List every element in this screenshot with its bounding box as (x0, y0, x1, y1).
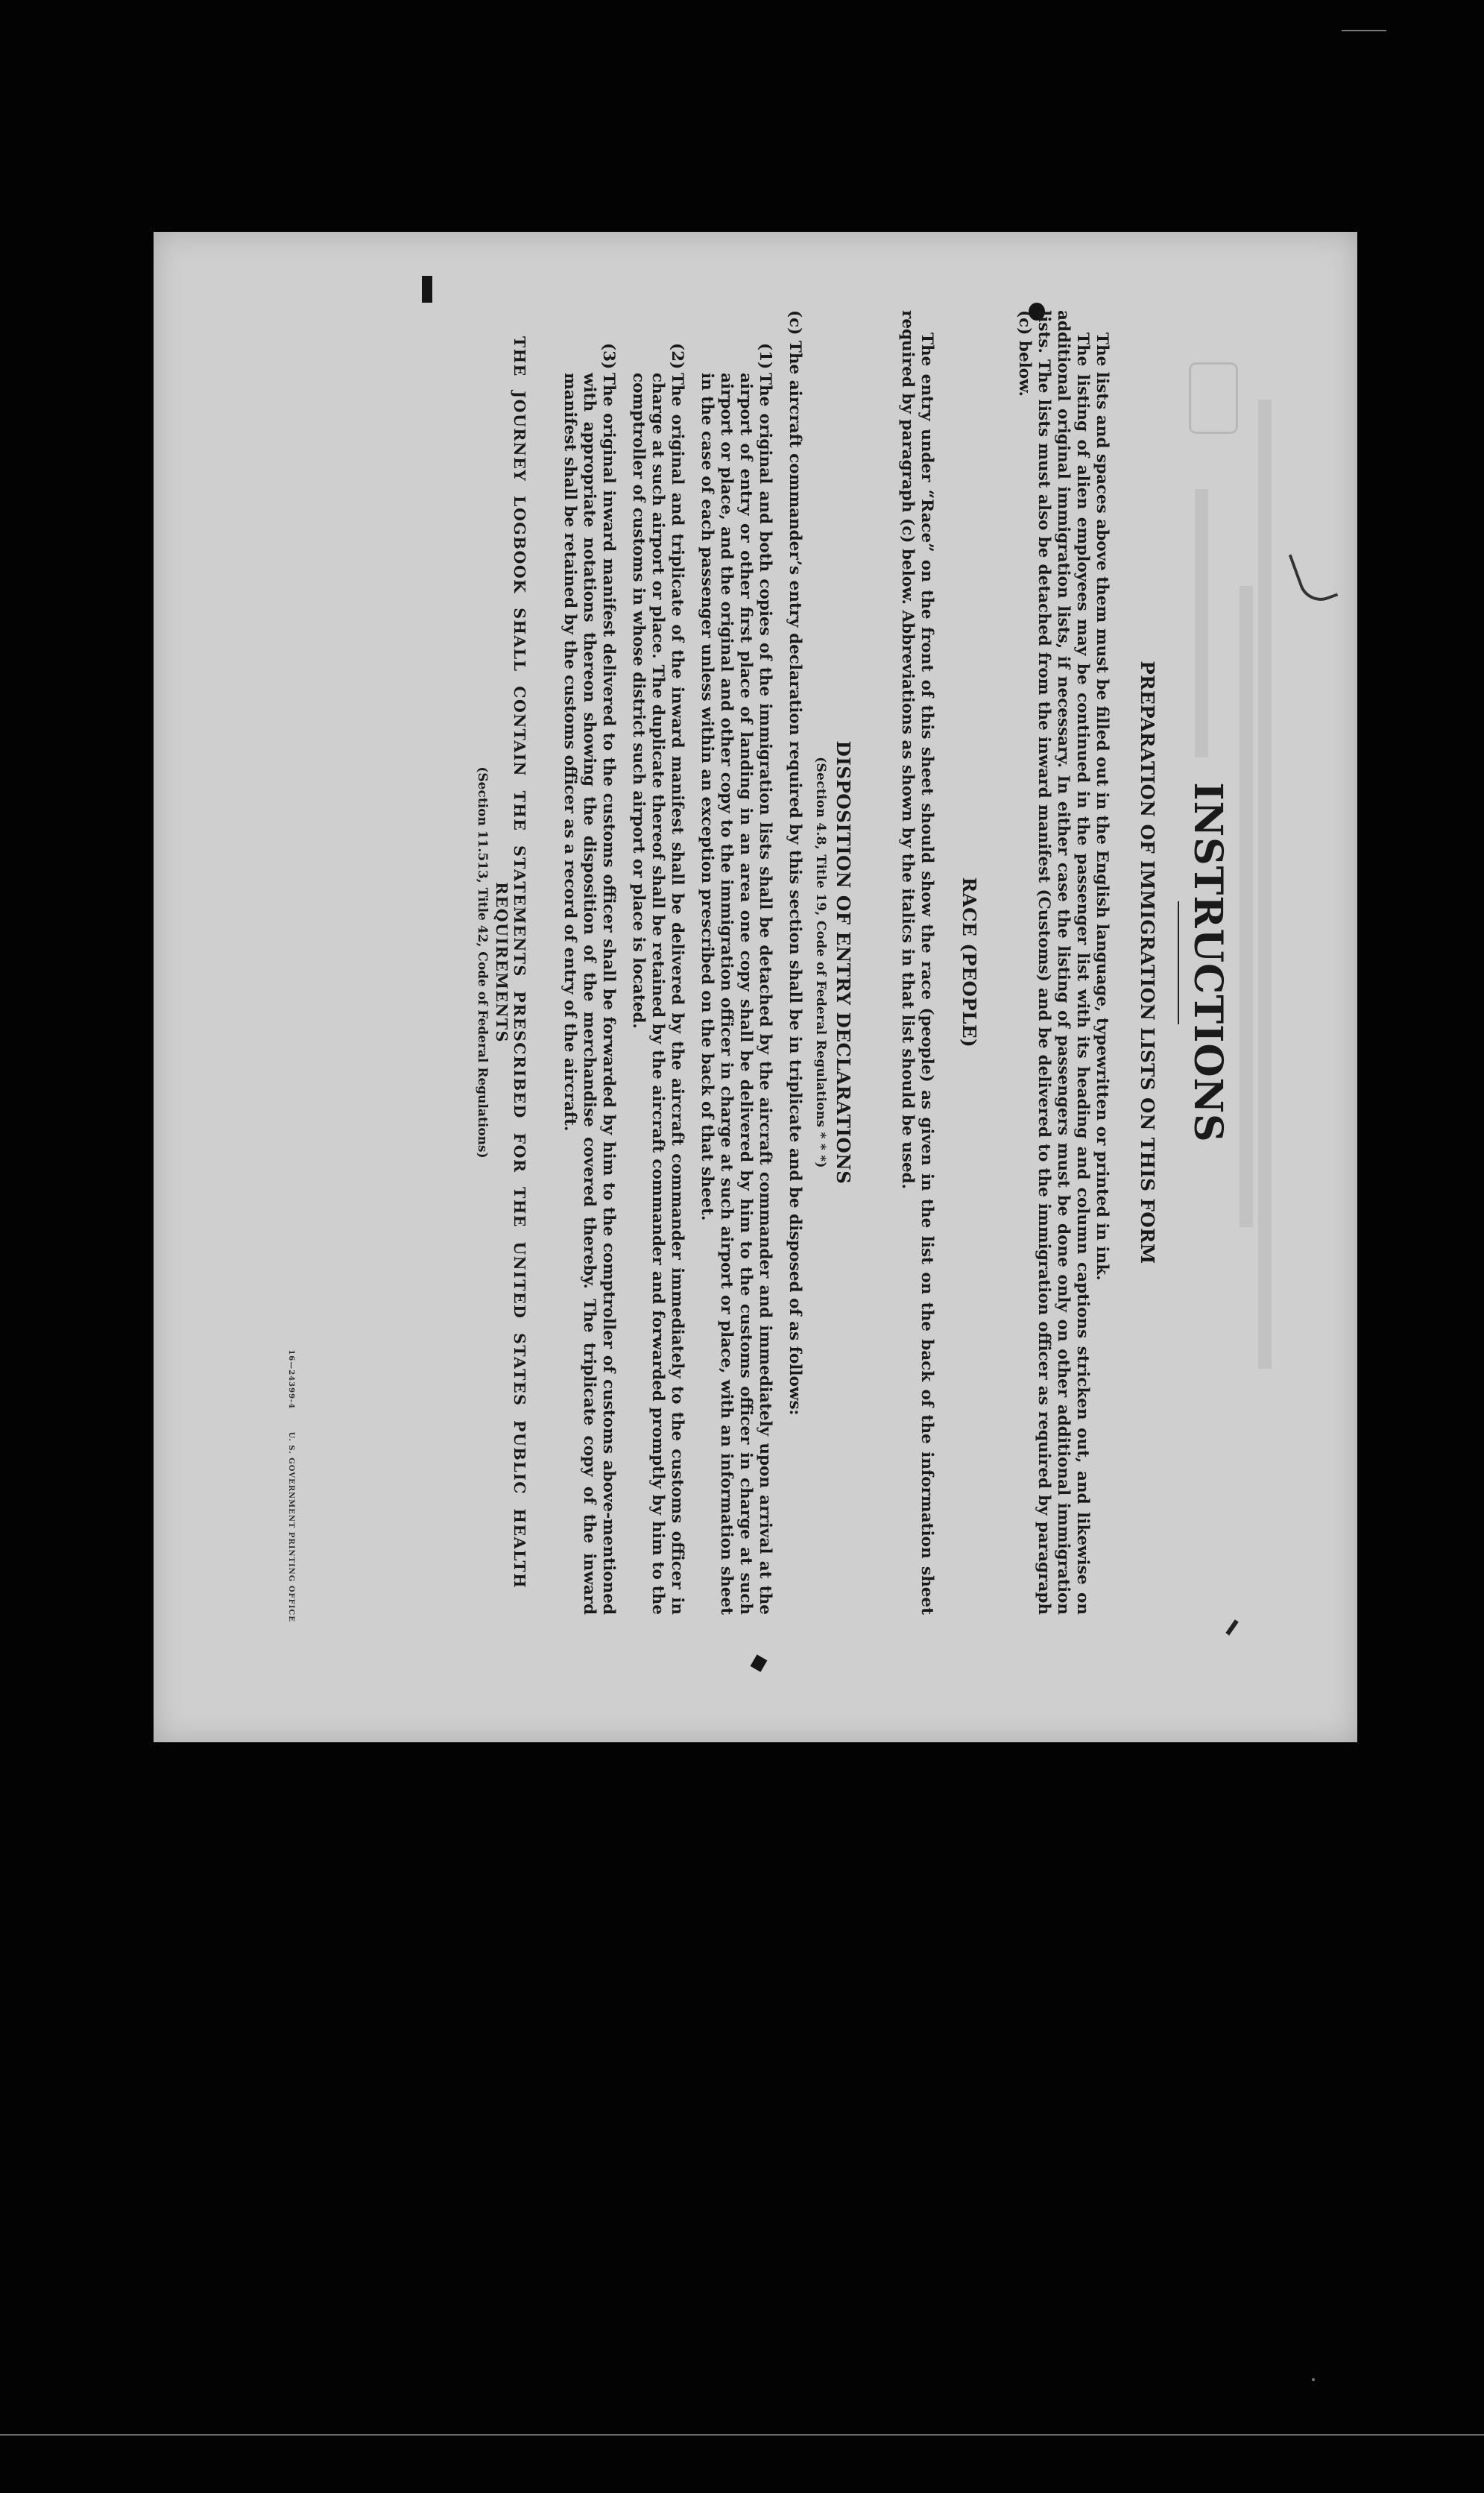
preparation-paragraph-1: The lists and spaces above them must be filled out in the English language, typewritten or printed in ink. (1093, 332, 1111, 1281)
disposition-citation: (Section 4.8, Title 19, Code of Federal Regulations * * *) (813, 757, 828, 1168)
bleed-through-stamp (1189, 362, 1238, 434)
list-item-number: (1) (756, 343, 774, 370)
list-item-number: (2) (668, 343, 686, 370)
scan-artifact-line (0, 2434, 1484, 2436)
journey-logbook-citation: (Section 11.513, Title 42, Code of Federal Regulations) (475, 766, 490, 1159)
journey-logbook-statement: THE JOURNEY LOGBOOK SHALL CONTAIN THE STATEMENTS PRESCRIBED FOR THE UNITED STATES PUBLIC HEALTH REQUIREMENTS (493, 336, 528, 1589)
printer-imprint (287, 1330, 295, 1622)
form-number: 16—24399-4 (287, 1349, 295, 1410)
list-item-text: The original and both copies of the immigration lists shall be detached by the aircraft commander and immediately upon arrival at the airport of entry or other first place of landing in an area one copy shall be delivered by him to the customs officer in charge at such airport or place, and the original and other copy to the immigration officer in charge at such airport or place, with an information sheet in the case of each passenger unless within an exception prescribed on the back of that sheet. (698, 373, 774, 1615)
instructions-sheet (187, 265, 1365, 1667)
preparation-paragraph-2: The listing of alien employees may be continued in the passenger list with its heading and column captions stricken out, and likewise on additional original immigration lists, if necessary. In either case the listing of passengers must be done only on other additional immigration lists. The lists must also be detached from the inward manifest (Customs) and be delivered to the immigration officer as required by paragraph (c) below. (1015, 310, 1092, 1615)
scan-artifact-line (1342, 30, 1386, 31)
list-item (697, 343, 774, 1615)
bleed-through-text (1240, 586, 1253, 1227)
preparation-heading: PREPARATION OF IMMIGRATION LISTS ON THIS FORM (1137, 661, 1158, 1264)
disposition-list (560, 310, 774, 1615)
list-item-text: The original inward manifest delivered to the customs officer shall be forwarded by him to the comptroller of customs above-mentioned with appropriate notations thereon showing the disposition of the merchandise covered thereby. The triplicate copy of the inward manifest shall be retained by the customs officer as a record of entry of the aircraft. (561, 373, 618, 1615)
disposition-heading: DISPOSITION OF ENTRY DECLARATIONS (833, 740, 854, 1185)
disposition-intro: (c) The aircraft commander’s entry declaration required by this section shall be in triplicate and be disposed of as follows: (786, 310, 804, 1416)
dust-speck (1312, 2378, 1315, 2381)
list-item (628, 343, 686, 1615)
document-title: INSTRUCTIONS (1185, 782, 1231, 1143)
race-heading: RACE (PEOPLE) (959, 877, 980, 1048)
printer-name: U. S. GOVERNMENT PRINTING OFFICE (287, 1431, 295, 1622)
list-item-text: The original and triplicate of the inward manifest shall be delivered by the aircraft commander immediately to the customs officer in charge at such airport or place. The duplicate thereof shall be retained by the aircraft commander and forwarded promptly by him to the comptroller of customs in whose district such airport or place is located. (629, 373, 686, 1615)
list-item (560, 343, 618, 1615)
list-item-number: (3) (599, 343, 618, 370)
bleed-through-text (1195, 489, 1208, 757)
race-paragraph: The entry under “Race” on the front of this sheet should show the race (people) as given in the list on the back of the information sheet required by paragraph (c) below. Abbreviations as shown by the italics in that list should be used. (898, 310, 936, 1615)
bleed-through-text (1258, 400, 1272, 1369)
title-underline (1178, 901, 1179, 1024)
